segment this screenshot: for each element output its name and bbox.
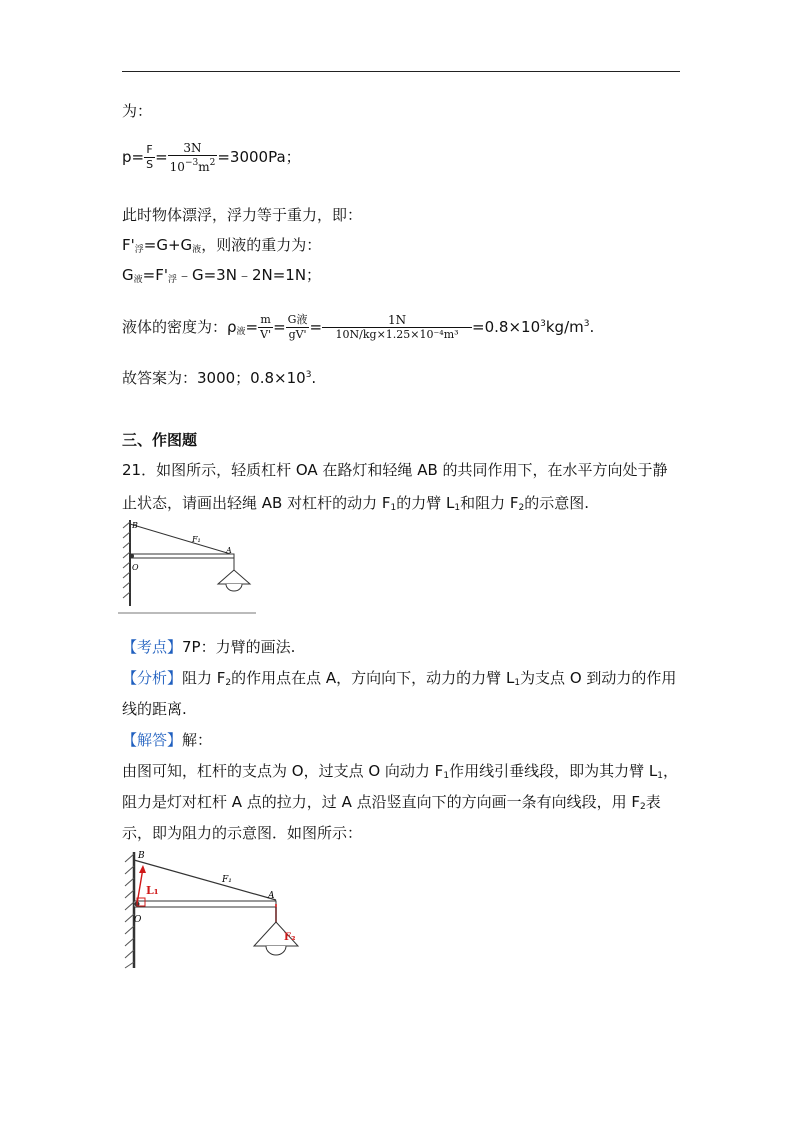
fenxi-b: 的作用点在点 A，方向向下，动力的力臂 L [231,669,515,687]
fraction-m-v [258,313,273,342]
jieda-l2-sub: 2 [640,802,646,812]
fenxi-line2: 线的距离. [122,700,187,718]
jieda-line2 [122,791,661,812]
pivot-o [130,554,134,558]
text-float: 此时物体漂浮，浮力等于重力，即： [122,206,363,224]
lamp-bulb [266,946,286,955]
p-result: =3000Pa； [217,148,301,166]
f-eq-sub: 浮 [134,245,144,255]
rope-ab [130,524,234,555]
fraction-3n [168,141,218,174]
frac-num-3n: 3N [168,141,218,156]
fraction-g-gv [286,313,310,342]
label-f1: F₁ [222,875,232,885]
lamp-shade [218,570,250,584]
lever-figure-answer [118,848,318,978]
buoyancy-equation [122,234,321,255]
answer-exp: 3 [305,370,312,380]
answer-b: . [311,369,317,387]
jieda-line1 [122,760,678,781]
p-lhs: p= [122,148,145,166]
rho-result-a: =0.8×10 [472,318,541,336]
label-f2: F₂ [284,932,296,943]
answer-line [122,367,316,388]
f-eq-b: =G+G [143,236,193,254]
frac-1n: 1N [322,313,472,328]
jieda-line3: 示，即为阻力的示意图．如图所示： [122,824,363,842]
fenxi-c: 为支点 O 到动力的作用 [520,669,677,687]
frac-num-f: F [144,143,155,158]
rho-sub: 液 [236,327,246,337]
den-10: 10 [169,160,185,174]
g-sub2: 浮 [167,275,177,285]
wall [123,520,130,606]
kaodian-tag: 【考点】 [122,638,183,656]
f-eq-c: ，则液的重力为： [201,236,322,254]
q21-l2-b: 的力臂 L [396,494,455,512]
answer-a: 故答案为：3000；0.8×10 [122,369,306,387]
fenxi-a: 阻力 F [182,669,226,687]
den-exp: −3 [184,158,199,168]
fraction-1n [322,313,472,342]
den-exp2: 2 [209,158,216,168]
jieda-l2-a: 阻力是灯对杠杆 A 点的拉力，过 A 点沿竖直向下的方向画一条有向线段，用 F [122,793,640,811]
arm-l1 [137,868,143,904]
g-a: G [122,266,134,284]
kaodian-text: 7P：力臂的画法. [182,638,296,656]
jieda-tag: 【解答】 [122,731,183,749]
label-o: O [132,563,139,572]
rho-result-exp: 3 [540,319,546,329]
q21-line2 [122,492,589,513]
q21-l2-sub2: 1 [454,503,461,513]
f-eq-sub2: 液 [192,245,202,255]
lamp-bulb [226,584,242,591]
lever-oa [130,554,234,558]
q21-l2-d: 的示意图. [524,494,590,512]
fenxi-sub2: 1 [514,678,521,688]
q21-l2-sub1: 1 [390,503,397,513]
jieda-text: 解： [182,731,213,749]
arm-l1-arrow [139,865,146,873]
label-l1: L₁ [146,884,159,897]
jieda-l1-sub: 1 [443,771,450,781]
frac-v: V' [260,328,272,341]
header-rule [122,71,680,72]
section-title: 三、作图题 [122,431,198,449]
q21-l2-c: 和阻力 F [460,494,519,512]
q21-line1: 21．如图所示，轻质杠杆 OA 在路灯和轻绳 AB 的共同作用下，在水平方向处于静 [122,461,668,479]
rho-result-b: kg/m [545,318,584,336]
fenxi-line1 [122,667,676,688]
label-a: A [226,546,232,555]
kaodian-line [122,636,295,657]
frac-g: G液 [287,313,308,326]
g-c: ﹣G=3N﹣2N=1N； [176,266,322,284]
rho-result-c: . [589,318,595,336]
fraction-f-over-s [144,143,155,172]
label-f1: F₁ [192,535,201,544]
den-m: m [198,160,210,174]
jieda-l1-c: ， [662,762,678,780]
pressure-formula: p= $\frac{F}{S}$ = $\frac{3N}{10^{-3}m^2}$ =3000Pa； [122,141,301,174]
q21-l2-sub3: 2 [518,503,525,513]
frac-m: m [258,313,273,328]
frac-den-s: S [146,158,154,171]
g-sub: 液 [133,275,143,285]
label-b: B [132,521,138,530]
lever-figure-question [118,518,258,618]
frac-gv: gV' [288,328,307,341]
frac-den-long: 10N/kg×1.25×10⁻⁴m³ [335,328,459,341]
rho-result-exp2: 3 [583,319,590,329]
jieda-l1-sub2: 1 [657,771,663,781]
g-b: =F' [142,266,168,284]
wall [125,852,134,968]
text-wei: 为： [122,102,153,120]
jieda-l2-b: 表 [645,793,661,811]
gravity-equation [122,264,321,285]
fenxi-tag: 【分析】 [122,669,183,687]
rho-pre: 液体的密度为：ρ [122,318,237,336]
label-a: A [268,891,275,901]
label-b: B [138,851,145,861]
label-o: O [134,915,142,925]
q21-l2-a: 止状态，请画出轻绳 AB 对杠杆的动力 F [122,494,391,512]
f-eq-a: F' [122,236,135,254]
jieda-l1-a: 由图可知，杠杆的支点为 O，过支点 O 向动力 F [122,762,444,780]
density-formula: 液体的密度为：$\rho_液=$ $\frac{m}{V'}$ = $\frac{\text{G液}}{gV'}$ = $\frac{1N}{\text{10N/kg×1.25×10⁻⁴m³}}$ $=0.8\times 10^3kg/m^3$. [122,313,595,341]
jieda-line [122,729,212,750]
lever-oa [134,901,276,907]
jieda-l1-b: 作用线引垂线段，即为其力臂 L [449,762,658,780]
fenxi-sub: 2 [225,678,232,688]
rho-eq: = [245,318,259,336]
